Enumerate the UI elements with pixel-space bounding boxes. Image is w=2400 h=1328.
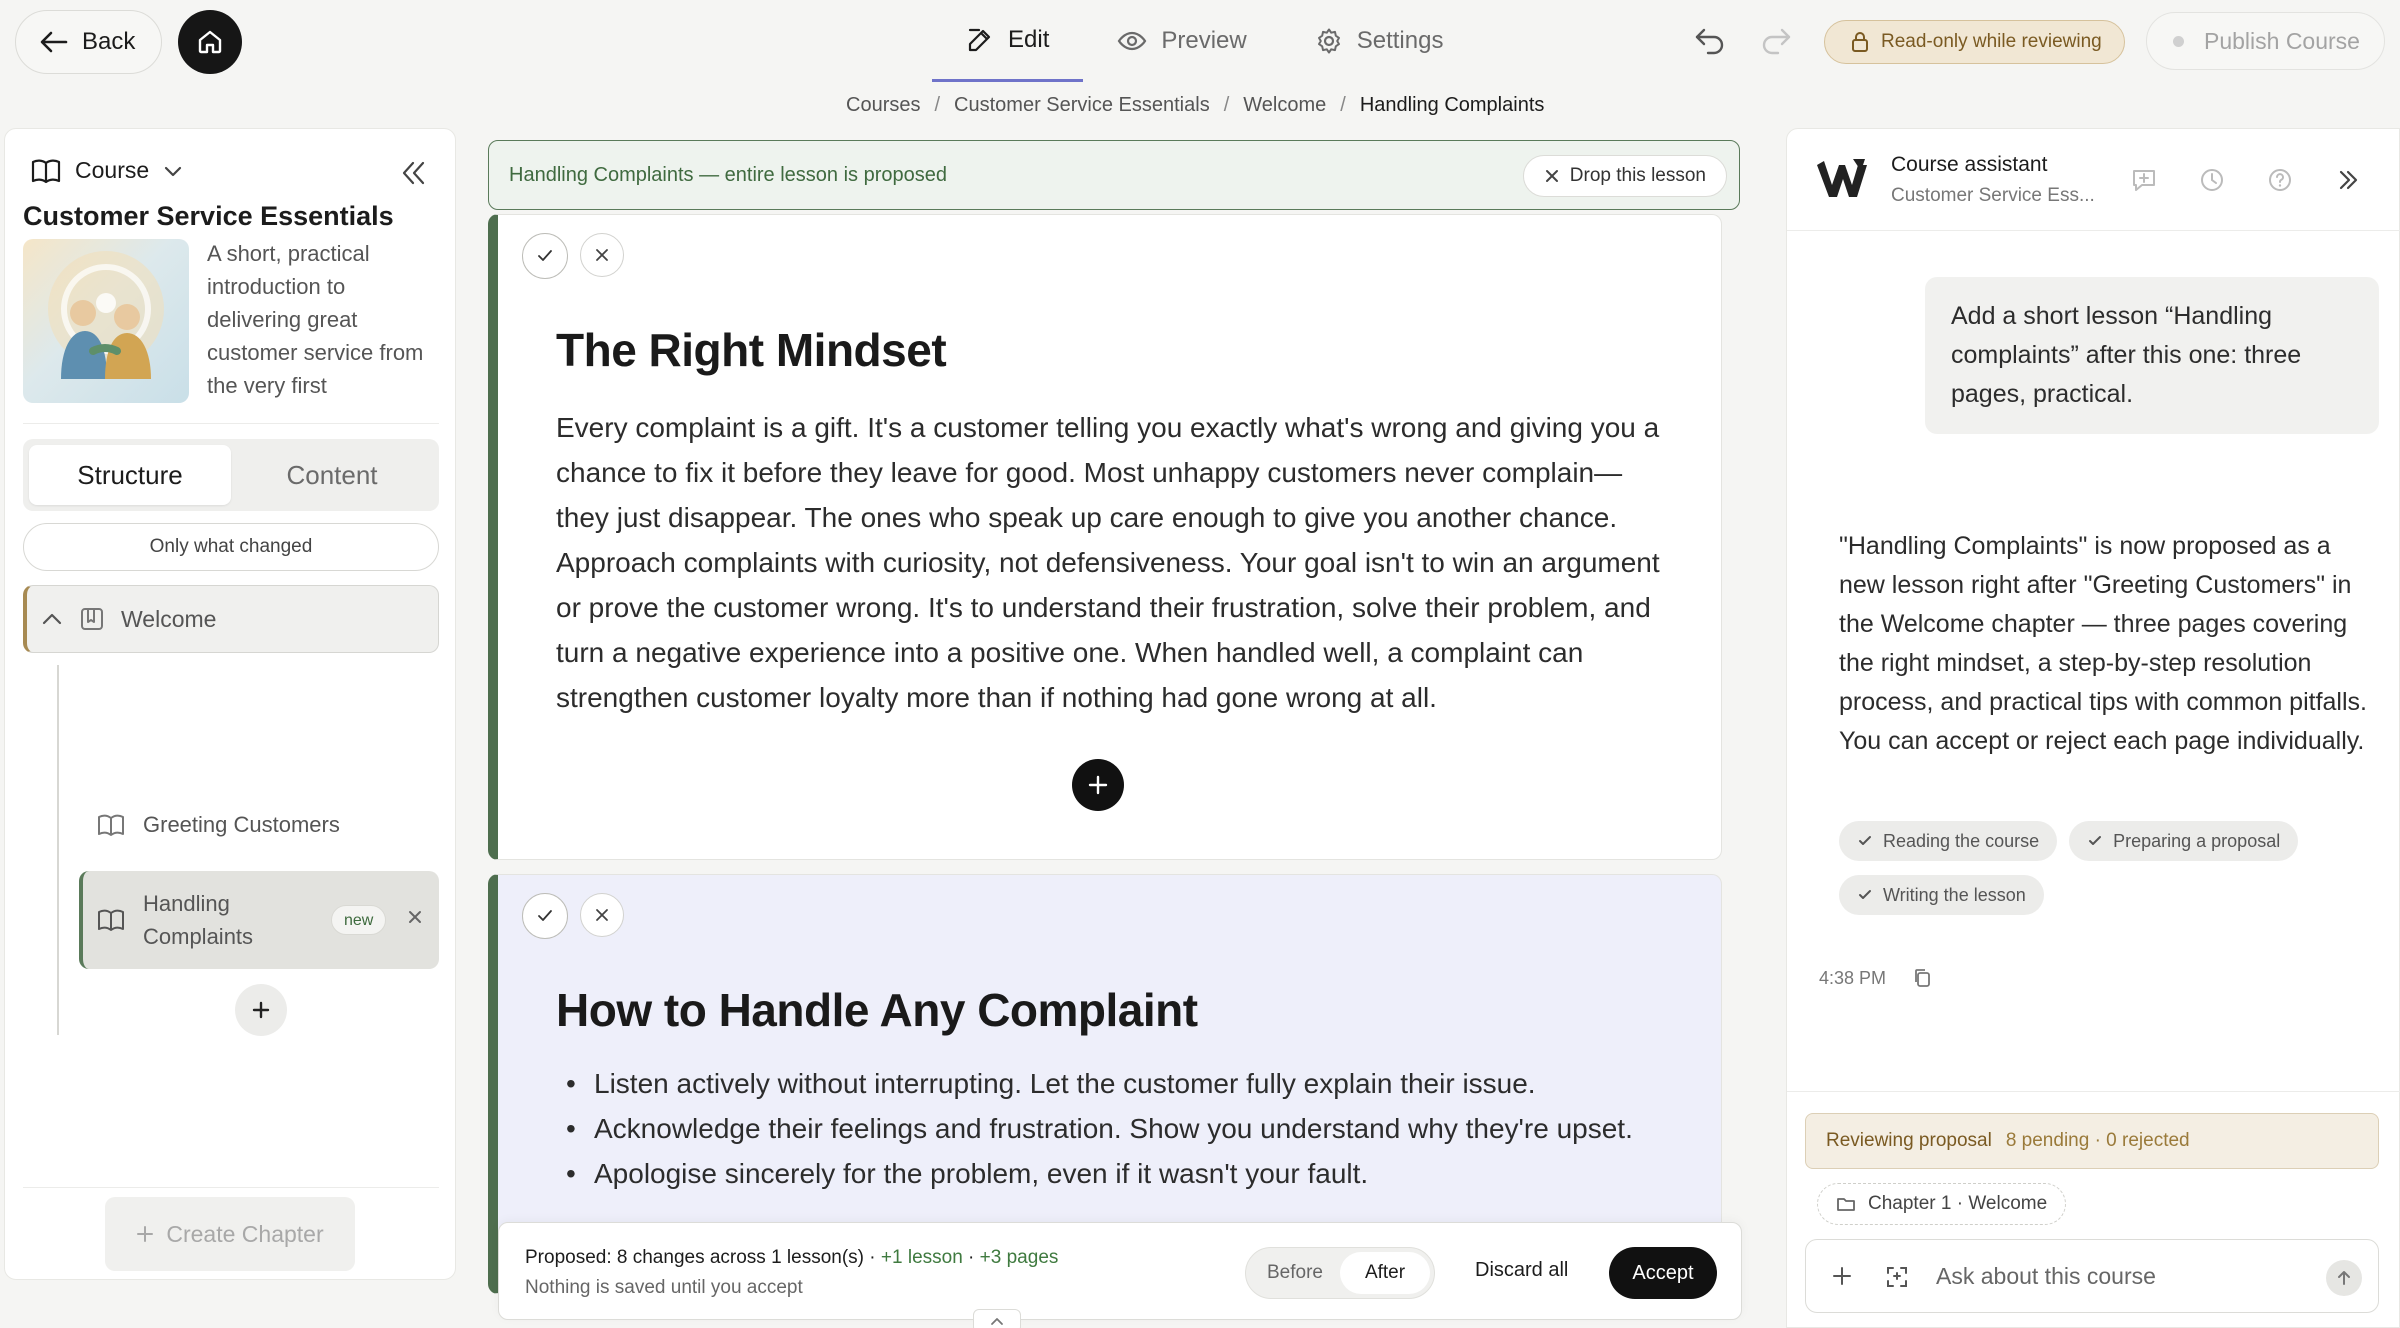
undo-button[interactable] [1692,22,1728,58]
breadcrumb-current: Handling Complaints [1359,94,1545,116]
proposal-banner-text: Handling Complaints — entire lesson is proposed [509,163,948,186]
breadcrumb-item[interactable]: Welcome [1243,94,1327,116]
publish-course-button[interactable] [2146,12,2385,70]
check-icon [535,246,555,266]
review-status-bar [1805,1113,2379,1169]
lesson-label: Greeting Customers [143,812,340,837]
top-bar [0,0,2400,82]
close-icon [594,907,610,923]
step-label: Preparing a proposal [2113,830,2281,851]
remove-lesson-button[interactable] [405,907,425,927]
course-switcher[interactable] [31,157,183,184]
page-card [488,214,1722,860]
context-chip[interactable] [1817,1183,2066,1225]
accept-page-button[interactable] [522,233,568,279]
copy-icon[interactable] [1912,967,1932,989]
tab-structure[interactable]: Structure [29,445,231,505]
step-chip [1839,875,2044,915]
reject-page-button[interactable] [580,893,624,937]
breadcrumb [846,94,1544,117]
publish-label: Publish Course [2204,27,2360,54]
chevron-up-icon[interactable] [41,612,63,626]
redo-icon [1758,22,1794,58]
page-heading[interactable]: How to Handle Any Complaint [556,984,1198,1036]
context-chip-label: Chapter 1 · Welcome [1868,1193,2048,1214]
breadcrumb-item[interactable]: Courses [846,94,921,116]
course-title: Customer Service Essentials [23,201,394,231]
arrow-left-icon [40,30,68,54]
plus-icon [136,1225,154,1243]
eye-icon [1117,27,1147,55]
add-block-button[interactable] [1072,759,1124,811]
proposal-summary [525,1247,1058,1269]
breadcrumb-separator: / [1223,94,1230,116]
new-badge: new [331,905,386,935]
add-lesson-button[interactable] [235,984,287,1036]
check-icon [1857,833,1873,849]
step-chip [1839,821,2057,861]
drop-lesson-label: Drop this lesson [1569,165,1706,186]
plus-icon [251,1000,271,1020]
help-icon[interactable] [2265,165,2295,195]
expand-bar-button[interactable] [973,1309,1021,1328]
review-label: Reviewing proposal [1826,1130,1992,1151]
lesson-item-greeting-customers[interactable] [79,795,439,855]
breadcrumb-separator: / [934,94,941,116]
before-after-toggle [1245,1247,1435,1299]
assistant-title: Course assistant [1891,153,2048,176]
chapter-label: Welcome [121,605,217,632]
collapse-sidebar-button[interactable] [397,157,429,189]
readonly-badge [1824,20,2125,64]
book-icon [31,158,61,184]
accept-button[interactable]: Accept [1609,1247,1717,1299]
readonly-label: Read-only while reviewing [1881,31,2102,52]
new-chat-icon[interactable] [2129,165,2159,195]
bullet-list [556,1061,1656,1196]
folder-icon [1836,1195,1856,1213]
only-changed-filter[interactable]: Only what changed [23,523,439,571]
course-description: A short, practical introduction to delivering great customer service from the very first [207,241,424,398]
page-review-actions [522,893,624,939]
added-pages-count: +3 pages [979,1247,1059,1268]
assistant-header-actions [2129,165,2363,195]
book-icon [97,908,125,932]
user-message: Add a short lesson “Handling complaints” after this one: three pages, practical. [1925,277,2379,434]
chat-input[interactable] [1936,1252,2296,1300]
pencil-icon [966,26,994,54]
divider [1787,1091,2400,1092]
divider [23,423,439,424]
review-counts: 8 pending · 0 rejected [2005,1130,2190,1151]
breadcrumb-item[interactable]: Customer Service Essentials [954,94,1210,116]
list-item[interactable]: • Acknowledge their feelings and frustration. Show you understand why they're upset. [556,1106,1656,1151]
assistant-message: "Handling Complaints" is now proposed as a new lesson right after "Greeting Customers" in the Welcome chapter — three pages covering the right mindset, a step-by-step resolution process, and practical tips with common pitfalls. You can accept or reject each page individually. [1839,532,2367,755]
book-icon [97,813,125,837]
tab-preview[interactable] [1083,0,1280,82]
reject-page-button[interactable] [580,233,624,277]
page-body[interactable]: Every complaint is a gift. It's a customer telling you exactly what's wrong and giving you a chance to fix it before they leave for good. Most unhappy customers never complain—they just disappear. The ones who speak up care enough to give you another chance. Approach complaints with curiosity, not defensiveness. Your goal isn't to win an argument or prove the customer wrong. It's to understand their frustration, solve their problem, and turn a negative experience into a positive one. When handled well, a complaint can strengthen customer loyalty more than if nothing had gone wrong at all. [556,412,1660,713]
lesson-label: Handling Complaints [143,891,254,949]
message-timestamp: 4:38 PM [1819,967,1887,988]
sidebar-view-switch [23,439,439,511]
course-switcher-label: Course [75,157,150,183]
proposal-banner [488,140,1740,210]
chat-composer [1805,1239,2379,1313]
tab-preview-label: Preview [1161,27,1247,54]
assistant-subtitle: Customer Service Ess... [1891,185,2095,206]
plus-icon[interactable] [1830,1264,1854,1288]
back-label: Back [82,28,136,55]
accept-page-button[interactable] [522,893,568,939]
toggle-after[interactable]: After [1340,1252,1430,1294]
step-label: Writing the lesson [1883,884,2026,905]
tab-edit[interactable] [932,0,1083,82]
step-label: Reading the course [1883,830,2040,851]
tab-edit-label: Edit [1008,25,1050,53]
step-chip [2069,821,2298,861]
chevron-up-icon [989,1316,1005,1326]
close-icon [594,247,610,263]
back-button[interactable] [15,10,162,74]
lock-icon [1851,31,1869,53]
chapter-icon [79,606,105,632]
plus-icon [1087,774,1109,796]
close-icon [1544,168,1560,184]
message-meta [1819,967,1932,989]
tab-content[interactable]: Content [286,459,378,490]
assistant-header [1787,129,2400,231]
page-heading[interactable]: The Right Mindset [556,324,947,376]
create-chapter-button[interactable] [105,1197,355,1271]
create-chapter-label: Create Chapter [166,1220,324,1247]
list-item[interactable]: • Listen actively without interrupting. Let the customer fully explain their issue. [556,1061,1656,1106]
check-icon [1857,887,1873,903]
check-icon [535,906,555,926]
chevrons-left-icon [397,157,429,189]
status-dot-icon [2173,36,2184,47]
mode-tabs [932,0,1477,82]
home-button[interactable] [178,10,242,74]
added-lessons-count: +1 lesson [880,1247,963,1268]
home-icon [196,28,224,56]
history-icon[interactable] [2197,165,2227,195]
drop-lesson-button[interactable] [1523,155,1727,197]
chevron-down-icon [163,164,183,178]
assistant-steps [1839,821,2379,915]
proposal-action-bar [498,1222,1742,1320]
breadcrumb-separator: / [1340,94,1346,116]
assistant-logo-icon [1815,155,1869,203]
tab-settings-label: Settings [1356,27,1444,54]
attach-context-icon[interactable] [1884,1264,1910,1290]
discard-all-button[interactable]: Discard all [1475,1259,1569,1281]
proposal-summary-text: Proposed: 8 changes across 1 lesson(s) · [525,1247,881,1268]
send-button[interactable] [2326,1260,2362,1296]
page-review-actions [522,233,624,279]
proposal-note: Nothing is saved until you accept [525,1277,803,1298]
course-thumbnail [23,239,189,403]
lesson-item-handling-complaints[interactable] [79,871,439,969]
list-item[interactable]: • Apologise sincerely for the problem, even if it wasn't your fault. [556,1151,1656,1196]
divider [23,1187,439,1188]
course-sidebar [4,128,456,1280]
toggle-before[interactable]: Before [1267,1262,1323,1283]
check-icon [2087,833,2103,849]
undo-icon [1692,22,1728,58]
tree-line [57,665,59,1035]
summary-separator: · [962,1247,980,1268]
tab-settings[interactable] [1281,0,1478,82]
chevrons-right-icon[interactable] [2333,165,2363,195]
gear-icon [1315,27,1343,55]
redo-button[interactable] [1758,22,1794,58]
assistant-panel [1786,128,2400,1328]
chapter-item-welcome[interactable] [23,585,439,653]
